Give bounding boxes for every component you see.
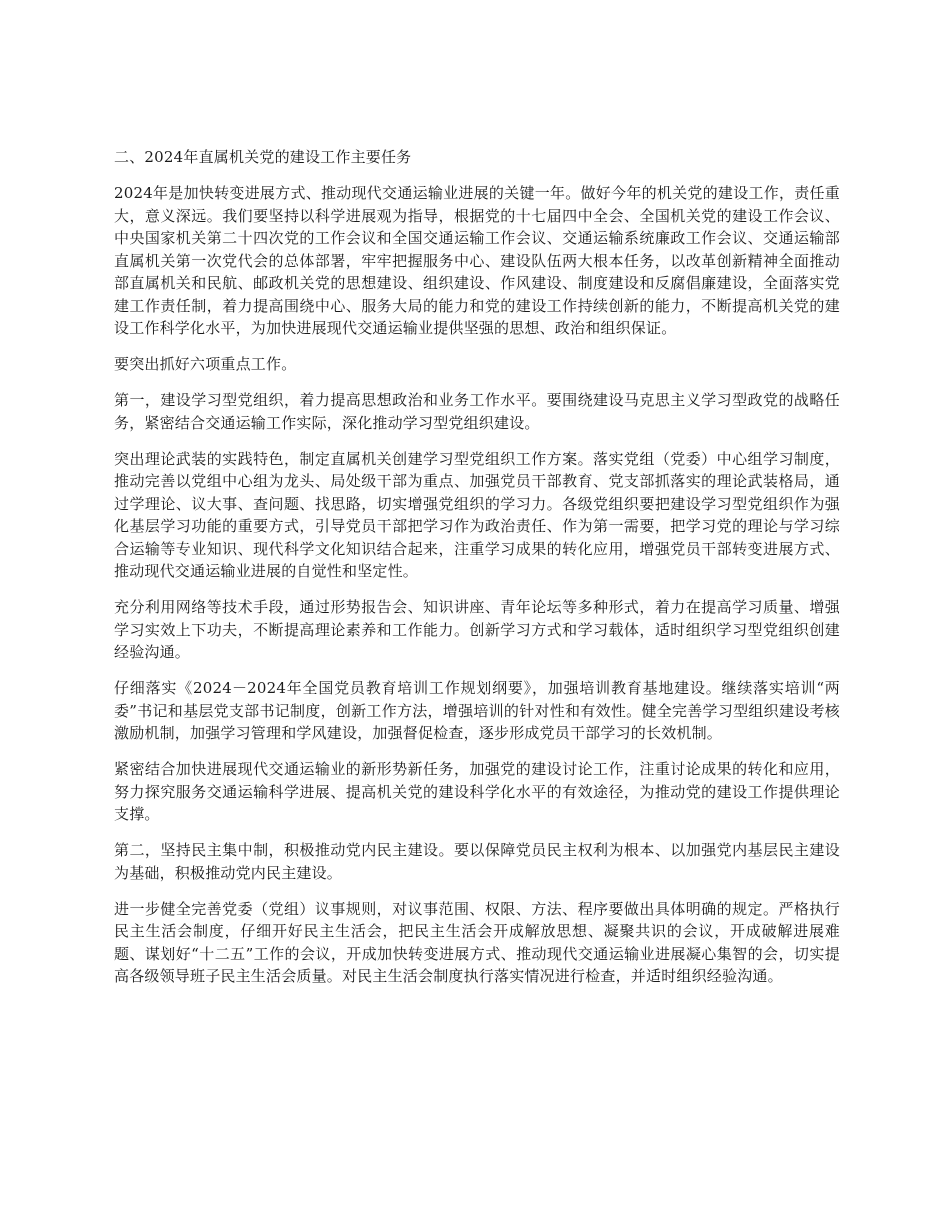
- paragraph-training-plan: 仔细落实《2024－2024年全国党员教育培训工作规划纲要》，加强培训教育基地建设。继续落实培训“两委”书记和基层党支部书记制度，创新工作方法，增强培训的针对性和有效性。健全完善学习型组织建设考核激励机制，加强学习管理和学风建设，加强督促检查，逐步形成党员干部学习的长效机制。: [114, 679, 840, 742]
- section-heading: 二、2024年直属机关党的建设工作主要任务: [114, 148, 412, 166]
- paragraph-democratic-life: 进一步健全完善党委（党组）议事规则，对议事范围、权限、方法、程序要做出具体明确的规定。严格执行民主生活会制度，仔细开好民主生活会，把民主生活会开成解放思想、凝聚共识的会议，开成破解进展难题、谋划好“十二五”工作的会议，开成加快转变进展方式、推动现代交通运输业进展凝心集智的会，切实提高各级领导班子民主生活会质量。对民主生活会制度执行落实情况进行检查，并适时组织经验沟通。: [114, 899, 840, 985]
- paragraph-second-task: 第二，坚持民主集中制，积极推动党内民主建设。要以保障党员民主权利为根本、以加强党内基层民主建设为基础，积极推动党内民主建设。: [114, 841, 840, 882]
- paragraph-theory-study: 突出理论武装的实践特色，制定直属机关创建学习型党组织工作方案。落实党组（党委）中心组学习制度，推动完善以党组中心组为龙头、局处级干部为重点、加强党员干部教育、党支部抓落实的理论武装格局，通过学理论、议大事、查问题、找思路，切实增强党组织的学习力。各级党组织要把建设学习型党组织作为强化基层学习功能的重要方式，引导党员干部把学习作为政治责任、作为第一需要，把学习党的理论与学习综合运输等专业知识、现代科学文化知识结合起来，注重学习成果的转化应用，增强党员干部转变进展方式、推动现代交通运输业进展的自觉性和坚定性。: [114, 449, 840, 580]
- paragraph-research: 紧密结合加快进展现代交通运输业的新形势新任务，加强党的建设讨论工作，注重讨论成果的转化和应用，努力探究服务交通运输科学进展、提高机关党的建设科学化水平的有效途径，为推动党的建设工作提供理论支撑。: [114, 760, 840, 823]
- paragraph-overview: 2024年是加快转变进展方式、推动现代交通运输业进展的关键一年。做好今年的机关党的建设工作，责任重大，意义深远。我们要坚持以科学进展观为指导，根据党的十七届四中全会、全国机关党的建设工作会议、中央国家机关第二十四次党的工作会议和全国交通运输工作会议、交通运输系统廉政工作会议、交通运输部直属机关第一次党代会的总体部署，牢牢把握服务中心、建设队伍两大根本任务，以改革创新精神全面推动部直属机关和民航、邮政机关党的思想建设、组织建设、作风建设、制度建设和反腐倡廉建设，全面落实党建工作责任制，着力提高围绕中心、服务大局的能力和党的建设工作持续创新的能力，不断提高机关党的建设工作科学化水平，为加快进展现代交通运输业提供坚强的思想、政治和组织保证。: [114, 184, 840, 337]
- paragraph-key-tasks: 要突出抓好六项重点工作。: [114, 355, 297, 373]
- document-page: [114, 146, 840, 1001]
- paragraph-first-task: 第一，建设学习型党组织，着力提高思想政治和业务工作水平。要围绕建设马克思主义学习型政党的战略任务，紧密结合交通运输工作实际，深化推动学习型党组织建设。: [114, 391, 840, 432]
- paragraph-network-learning: 充分利用网络等技术手段，通过形势报告会、知识讲座、青年论坛等多种形式，着力在提高学习质量、增强学习实效上下功夫，不断提高理论素养和工作能力。创新学习方式和学习载体，适时组织学习型党组织创建经验沟通。: [114, 598, 840, 661]
